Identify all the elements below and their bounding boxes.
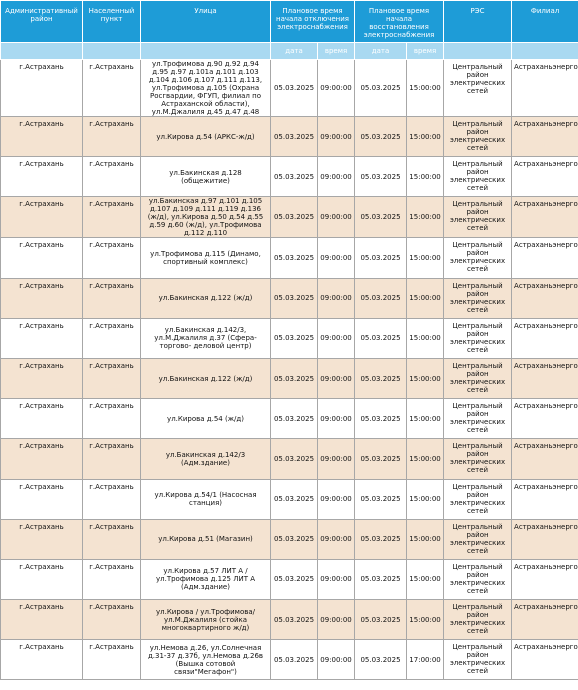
cell-res: Центральный район электрических сетей — [444, 197, 512, 238]
table-row — [1, 197, 578, 238]
cell-street: ул.Кирова д.54/1 (Насосная станция) — [141, 479, 271, 519]
table-body — [1, 60, 578, 680]
cell-restore-date: 05.03.2025 — [355, 559, 407, 599]
cell-off-date: 05.03.2025 — [271, 399, 318, 439]
cell-branch: Астраханьэнерго — [512, 60, 578, 117]
cell-off-date: 05.03.2025 — [271, 439, 318, 479]
subheader-blank — [83, 43, 141, 60]
header-district: Административный район — [1, 1, 83, 43]
cell-off-time: 09:00:00 — [318, 439, 355, 479]
cell-street: ул.Бакинская д.122 (ж/д) — [141, 278, 271, 318]
cell-settlement: г.Астрахань — [83, 640, 141, 680]
cell-street: ул.Бакинская д.122 (ж/д) — [141, 358, 271, 398]
cell-off-time: 09:00:00 — [318, 600, 355, 640]
cell-branch: Астраханьэнерго — [512, 278, 578, 318]
cell-off-time: 09:00:00 — [318, 559, 355, 599]
cell-settlement: г.Астрахань — [83, 197, 141, 238]
cell-restore-date: 05.03.2025 — [355, 157, 407, 197]
table-row — [1, 117, 578, 157]
cell-off-time: 09:00:00 — [318, 278, 355, 318]
cell-restore-date: 05.03.2025 — [355, 519, 407, 559]
cell-settlement: г.Астрахань — [83, 439, 141, 479]
cell-off-date: 05.03.2025 — [271, 479, 318, 519]
cell-district: г.Астрахань — [1, 60, 83, 117]
cell-res: Центральный район электрических сетей — [444, 60, 512, 117]
subheader-blank — [1, 43, 83, 60]
cell-restore-date: 05.03.2025 — [355, 278, 407, 318]
cell-street: ул.Кирова д.57 ЛИТ А / ул.Трофимова д.125 ЛИТ А (Адм.здание) — [141, 559, 271, 599]
cell-street: ул.Бакинская д.142/3 (Адм.здание) — [141, 439, 271, 479]
cell-restore-time: 15:00:00 — [407, 117, 444, 157]
cell-res: Центральный район электрических сетей — [444, 278, 512, 318]
cell-restore-date: 05.03.2025 — [355, 60, 407, 117]
cell-restore-date: 05.03.2025 — [355, 117, 407, 157]
cell-off-time: 09:00:00 — [318, 399, 355, 439]
subheader-restore-date: дата — [355, 43, 407, 60]
cell-restore-time: 15:00:00 — [407, 559, 444, 599]
cell-settlement: г.Астрахань — [83, 278, 141, 318]
cell-district: г.Астрахань — [1, 399, 83, 439]
cell-res: Центральный район электрических сетей — [444, 600, 512, 640]
header-off-time: Плановое время начала отключения электроснабжения — [271, 1, 355, 43]
cell-off-date: 05.03.2025 — [271, 640, 318, 680]
cell-off-time: 09:00:00 — [318, 117, 355, 157]
cell-restore-time: 15:00:00 — [407, 479, 444, 519]
cell-branch: Астраханьэнерго — [512, 439, 578, 479]
cell-off-time: 09:00:00 — [318, 318, 355, 358]
cell-settlement: г.Астрахань — [83, 559, 141, 599]
cell-res: Центральный район электрических сетей — [444, 399, 512, 439]
cell-branch: Астраханьэнерго — [512, 238, 578, 278]
cell-settlement: г.Астрахань — [83, 117, 141, 157]
cell-street: ул.Трофимова д.115 (Динамо, спортивный комплекс) — [141, 238, 271, 278]
header-street: Улица — [141, 1, 271, 43]
cell-restore-time: 15:00:00 — [407, 399, 444, 439]
cell-off-date: 05.03.2025 — [271, 600, 318, 640]
cell-restore-time: 15:00:00 — [407, 197, 444, 238]
cell-street: ул.Кирова д.51 (Магазин) — [141, 519, 271, 559]
cell-district: г.Астрахань — [1, 318, 83, 358]
cell-restore-date: 05.03.2025 — [355, 439, 407, 479]
cell-off-time: 09:00:00 — [318, 519, 355, 559]
cell-restore-time: 15:00:00 — [407, 318, 444, 358]
cell-restore-time: 15:00:00 — [407, 278, 444, 318]
table-row — [1, 399, 578, 439]
cell-branch: Астраханьэнерго — [512, 600, 578, 640]
cell-off-date: 05.03.2025 — [271, 559, 318, 599]
cell-restore-date: 05.03.2025 — [355, 238, 407, 278]
cell-district: г.Астрахань — [1, 278, 83, 318]
cell-street: ул.Бакинская д.142/3, ул.М.Джалиля д.37 (Сфера-торгово- деловой центр) — [141, 318, 271, 358]
cell-off-date: 05.03.2025 — [271, 278, 318, 318]
cell-street: ул.Кирова д.54 (ж/д) — [141, 399, 271, 439]
cell-restore-date: 05.03.2025 — [355, 358, 407, 398]
cell-street: ул.Кирова д.54 (АРКС-ж/д) — [141, 117, 271, 157]
cell-street: ул.Бакинская д.97 д.101 д.105 д.107 д.109 д.111 д.119 д.136 (ж/д), ул.Кирова д.50 д.54 д.55 д.59 д.60 (ж/д), ул.Трофимова д.112 д.110 — [141, 197, 271, 238]
table-row — [1, 559, 578, 599]
cell-off-date: 05.03.2025 — [271, 197, 318, 238]
cell-restore-date: 05.03.2025 — [355, 600, 407, 640]
cell-settlement: г.Астрахань — [83, 399, 141, 439]
cell-branch: Астраханьэнерго — [512, 117, 578, 157]
cell-settlement: г.Астрахань — [83, 318, 141, 358]
cell-branch: Астраханьэнерго — [512, 479, 578, 519]
cell-restore-time: 15:00:00 — [407, 60, 444, 117]
cell-street: ул.Кирова / ул.Трофимова/ ул.М.Джалиля (стойка многоквартирного ж/д) — [141, 600, 271, 640]
cell-branch: Астраханьэнерго — [512, 358, 578, 398]
cell-district: г.Астрахань — [1, 439, 83, 479]
table-row — [1, 519, 578, 559]
cell-district: г.Астрахань — [1, 157, 83, 197]
cell-off-time: 09:00:00 — [318, 197, 355, 238]
table-row — [1, 318, 578, 358]
cell-street: ул.Немова д.26, ул.Солнечная д.31-37 д.37б, ул.Немова д.26в (Вышка сотовой связи"Мегафон") — [141, 640, 271, 680]
cell-street: ул.Трофимова д.90 д.92 д.94 д.95 д.97 д.101а д.101 д.103 д.104 д.106 д.107 д.111 д.113, ул.Трофимова д.105 (Охрана Росгвардии, ФГУП, филиал по Астраханской области), ул.М.Джалиля д.45 д.47 д.48 — [141, 60, 271, 117]
cell-restore-time: 15:00:00 — [407, 600, 444, 640]
header-res: РЭС — [444, 1, 512, 43]
cell-res: Центральный район электрических сетей — [444, 519, 512, 559]
cell-off-date: 05.03.2025 — [271, 519, 318, 559]
header-settlement: Населенный пункт — [83, 1, 141, 43]
cell-district: г.Астрахань — [1, 197, 83, 238]
cell-res: Центральный район электрических сетей — [444, 358, 512, 398]
cell-branch: Астраханьэнерго — [512, 399, 578, 439]
cell-settlement: г.Астрахань — [83, 157, 141, 197]
table-row — [1, 640, 578, 680]
cell-restore-time: 15:00:00 — [407, 358, 444, 398]
cell-off-time: 09:00:00 — [318, 238, 355, 278]
cell-off-date: 05.03.2025 — [271, 60, 318, 117]
table-row — [1, 439, 578, 479]
cell-restore-time: 15:00:00 — [407, 157, 444, 197]
cell-off-time: 09:00:00 — [318, 640, 355, 680]
cell-res: Центральный район электрических сетей — [444, 318, 512, 358]
cell-res: Центральный район электрических сетей — [444, 479, 512, 519]
cell-settlement: г.Астрахань — [83, 600, 141, 640]
cell-district: г.Астрахань — [1, 358, 83, 398]
subheader-off-date: дата — [271, 43, 318, 60]
cell-res: Центральный район электрических сетей — [444, 640, 512, 680]
cell-off-time: 09:00:00 — [318, 157, 355, 197]
cell-restore-time: 17:00:00 — [407, 640, 444, 680]
subheader-off-time: время — [318, 43, 355, 60]
cell-restore-time: 15:00:00 — [407, 238, 444, 278]
header-branch: Филиал — [512, 1, 578, 43]
table-row — [1, 358, 578, 398]
cell-restore-time: 15:00:00 — [407, 439, 444, 479]
subheader-blank — [444, 43, 512, 60]
table-row — [1, 479, 578, 519]
cell-street: ул.Бакинская д.128 (общежитие) — [141, 157, 271, 197]
table-header — [1, 1, 578, 60]
cell-settlement: г.Астрахань — [83, 479, 141, 519]
subheader-blank — [141, 43, 271, 60]
cell-branch: Астраханьэнерго — [512, 640, 578, 680]
cell-off-date: 05.03.2025 — [271, 238, 318, 278]
cell-res: Центральный район электрических сетей — [444, 238, 512, 278]
cell-district: г.Астрахань — [1, 600, 83, 640]
cell-district: г.Астрахань — [1, 559, 83, 599]
cell-off-date: 05.03.2025 — [271, 157, 318, 197]
cell-off-time: 09:00:00 — [318, 479, 355, 519]
cell-district: г.Астрахань — [1, 640, 83, 680]
cell-off-time: 09:00:00 — [318, 358, 355, 398]
cell-restore-time: 15:00:00 — [407, 519, 444, 559]
cell-district: г.Астрахань — [1, 117, 83, 157]
cell-restore-date: 05.03.2025 — [355, 399, 407, 439]
cell-settlement: г.Астрахань — [83, 238, 141, 278]
cell-settlement: г.Астрахань — [83, 60, 141, 117]
subheader-blank — [512, 43, 578, 60]
cell-res: Центральный район электрических сетей — [444, 439, 512, 479]
subheader-restore-time: время — [407, 43, 444, 60]
cell-restore-date: 05.03.2025 — [355, 197, 407, 238]
table-row — [1, 60, 578, 117]
table-row — [1, 600, 578, 640]
table-row — [1, 238, 578, 278]
cell-off-date: 05.03.2025 — [271, 318, 318, 358]
cell-district: г.Астрахань — [1, 479, 83, 519]
cell-settlement: г.Астрахань — [83, 358, 141, 398]
cell-district: г.Астрахань — [1, 238, 83, 278]
cell-off-date: 05.03.2025 — [271, 117, 318, 157]
cell-restore-date: 05.03.2025 — [355, 479, 407, 519]
cell-restore-date: 05.03.2025 — [355, 640, 407, 680]
cell-branch: Астраханьэнерго — [512, 519, 578, 559]
cell-off-date: 05.03.2025 — [271, 358, 318, 398]
cell-branch: Астраханьэнерго — [512, 559, 578, 599]
cell-off-time: 09:00:00 — [318, 60, 355, 117]
cell-district: г.Астрахань — [1, 519, 83, 559]
table-row — [1, 278, 578, 318]
cell-branch: Астраханьэнерго — [512, 318, 578, 358]
cell-branch: Астраханьэнерго — [512, 157, 578, 197]
cell-settlement: г.Астрахань — [83, 519, 141, 559]
cell-res: Центральный район электрических сетей — [444, 157, 512, 197]
cell-restore-date: 05.03.2025 — [355, 318, 407, 358]
cell-branch: Астраханьэнерго — [512, 197, 578, 238]
cell-res: Центральный район электрических сетей — [444, 117, 512, 157]
cell-res: Центральный район электрических сетей — [444, 559, 512, 599]
header-restore-time: Плановое время начала восстановления электроснабжения — [355, 1, 444, 43]
table-row — [1, 157, 578, 197]
